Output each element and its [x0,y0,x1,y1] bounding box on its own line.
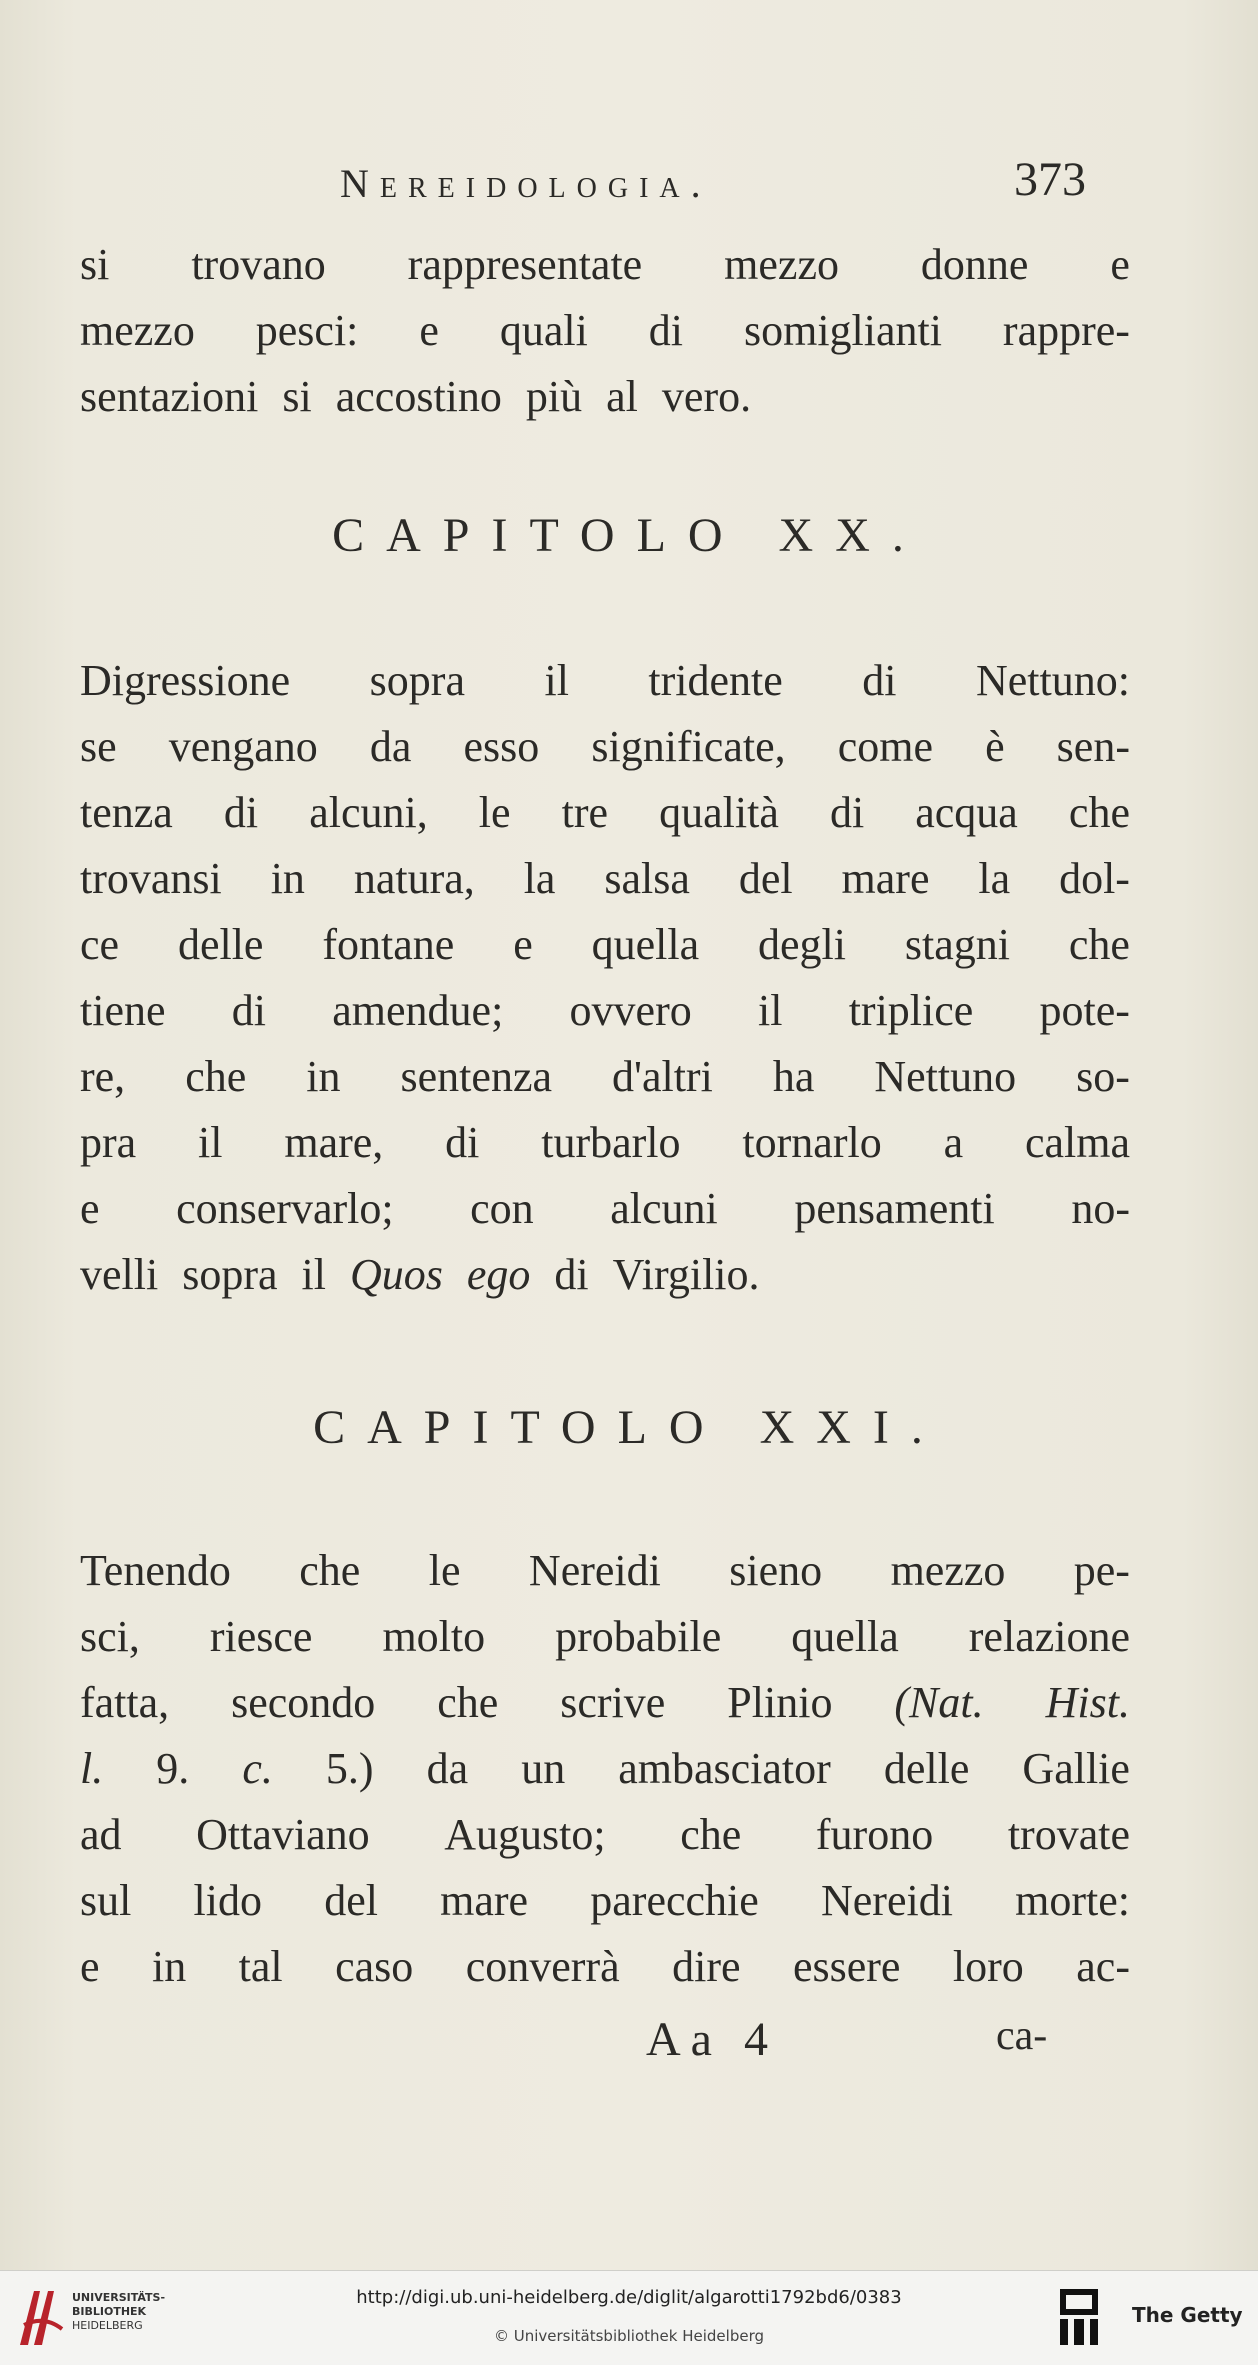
word: di [862,656,897,705]
text-line [80,648,1130,714]
word: dol- [1059,854,1130,903]
word: il [198,1118,223,1167]
text-line [80,714,1130,780]
word: Tenendo [80,1546,231,1595]
word: che [299,1546,361,1595]
word: 5.) [325,1744,374,1793]
word: pensamenti [794,1184,995,1233]
word: di [231,986,266,1035]
word: tridente [648,656,783,705]
partner-name: The Getty [1132,2303,1243,2327]
word: tal [238,1942,283,1991]
text-line [80,1604,1130,1670]
word: si [80,240,110,289]
word: rappresentate [407,240,643,289]
word: morte: [1015,1876,1130,1925]
text-line [80,1176,1130,1242]
word: e [80,1942,100,1991]
word: la [523,854,556,903]
word: sci, [80,1612,140,1661]
library-name-line: UNIVERSITÄTS- [72,2291,166,2304]
word: da [426,1744,469,1793]
text-line [80,364,1130,430]
text-line [80,1802,1130,1868]
word: più [525,372,583,421]
word: di [648,306,684,355]
text-line [80,1934,1130,2000]
word: del [324,1876,378,1925]
word: l. [80,1744,104,1793]
word: sul [80,1876,132,1925]
text-line [80,298,1130,364]
chapter-20-heading: CAPITOLO XX. [332,509,926,562]
word: no- [1071,1184,1130,1233]
word: e [1110,240,1130,289]
word: se [80,722,117,771]
word: mezzo [890,1546,1006,1595]
word: re, [80,1052,126,1101]
word: quali [499,306,588,355]
library-name-line: HEIDELBERG [72,2319,143,2332]
word: 9. [156,1744,190,1793]
text-line [80,1736,1130,1802]
word: trovate [1007,1810,1130,1859]
word: le [428,1546,461,1595]
word: pra [80,1118,137,1167]
word: sen- [1056,722,1130,771]
word: da [369,722,412,771]
word: mezzo [80,306,195,355]
word: mare, [284,1118,384,1167]
word: che [680,1810,742,1859]
word: Nettuno [874,1052,1017,1101]
word: di [554,1250,589,1299]
word: sieno [729,1546,823,1595]
word: Hist. [1045,1678,1130,1727]
word: caso [335,1942,414,1991]
word: tenza [80,788,173,837]
page-foot [0,2012,1258,2082]
word: ce [80,920,120,969]
word: le [478,788,511,837]
word: probabile [555,1612,722,1661]
word: vero. [661,372,752,421]
library-name-line: BIBLIOTHEK [72,2305,147,2318]
running-title: Nereidologia. [340,161,712,206]
digital-library-footer [0,2270,1258,2365]
word: velli [80,1250,159,1299]
word: e [419,306,439,355]
word: acqua [915,788,1018,837]
running-head [0,153,1258,220]
word: (Nat. [894,1678,984,1727]
word: triplice [848,986,974,1035]
word: Nereidi [528,1546,661,1595]
word: di [829,788,865,837]
text-line [80,1242,1130,1308]
word: il [301,1250,326,1299]
word: Augusto; [444,1810,606,1859]
word: è [985,722,1005,771]
word: pote- [1039,986,1130,1035]
word: come [837,722,933,771]
word: di [445,1118,480,1167]
word: ambasciator [618,1744,831,1793]
word: Quos [349,1250,443,1299]
word: ac- [1076,1942,1130,1991]
word: stagni [904,920,1010,969]
text-line [80,232,1130,298]
word: Ottaviano [196,1810,370,1859]
word: si [282,372,312,421]
copyright-notice: © Universitätsbibliothek Heidelberg [493,2327,764,2345]
word: che [185,1052,247,1101]
word: delle [883,1744,970,1793]
word: la [978,854,1011,903]
word: secondo [231,1678,376,1727]
word: che [437,1678,499,1727]
word: parecchie [590,1876,759,1925]
word: riesce [209,1612,313,1661]
word: rappre- [1002,306,1130,355]
text-line [80,1868,1130,1934]
word: in [151,1942,187,1991]
word: alcuni, [309,788,428,837]
word: un [521,1744,566,1793]
word: Nettuno: [976,656,1130,705]
word: lido [193,1876,262,1925]
word: trovano [191,240,326,289]
word: sopra [182,1250,278,1299]
catchword: ca- [996,2013,1048,2059]
word: natura, [353,854,475,903]
word: Nereidi [820,1876,953,1925]
word: quella [591,920,700,969]
chapter-21-text [80,1538,1130,2000]
word: ad [80,1810,122,1859]
word: dire [672,1942,741,1991]
word: c. [242,1744,273,1793]
signature-mark: Aa 4 [646,2013,778,2066]
chapter-21-heading: CAPITOLO XXI. [313,1401,945,1454]
word: esso [463,722,540,771]
text-line [80,1044,1130,1110]
word: conservarlo; [176,1184,394,1233]
word: fatta, [80,1678,170,1727]
text-line [80,846,1130,912]
word: salsa [604,854,690,903]
word: degli [758,920,846,969]
word: vengano [168,722,318,771]
text-line [80,1538,1130,1604]
word: essere [792,1942,901,1991]
text-line [80,780,1130,846]
word: pesci: [255,306,359,355]
text-line [80,1670,1130,1736]
word: so- [1076,1052,1130,1101]
word: sentenza [400,1052,552,1101]
getty-logo-icon [1058,2287,1100,2349]
word: il [757,986,783,1035]
word: significate, [591,722,786,771]
word: somiglianti [743,306,942,355]
intro-paragraph [80,232,1130,430]
chapter-20-summary [80,648,1130,1308]
word: tiene [80,986,166,1035]
word: accostino [335,372,502,421]
word: ha [772,1052,815,1101]
word: turbarlo [541,1118,681,1167]
word: con [470,1184,534,1233]
word: relazione [968,1612,1130,1661]
word: delle [177,920,264,969]
word: Digressione [80,656,291,705]
word: sentazioni [80,372,259,421]
word: in [270,854,305,903]
word: del [738,854,793,903]
word: mezzo [724,240,839,289]
word: quella [791,1612,899,1661]
word: mare [440,1876,529,1925]
word: Gallie [1022,1744,1130,1793]
word: ego [466,1250,531,1299]
word: tre [561,788,609,837]
text-line [80,1110,1130,1176]
word: mare [841,854,930,903]
word: che [1068,920,1130,969]
word: calma [1024,1118,1130,1167]
word: alcuni [610,1184,718,1233]
word: qualità [659,788,779,837]
page-number: 373 [1014,153,1086,206]
word: il [544,656,569,705]
word: al [606,372,638,421]
word: donne [920,240,1029,289]
word: scrive [560,1678,666,1727]
text-line [80,912,1130,978]
word: di [223,788,259,837]
word: amendue; [332,986,504,1035]
word: tornarlo [742,1118,882,1167]
text-line [80,978,1130,1044]
word: furono [815,1810,934,1859]
word: in [306,1052,341,1101]
word: fontane [322,920,455,969]
word: e [80,1184,100,1233]
word: trovansi [80,854,222,903]
word: che [1068,788,1130,837]
word: pe- [1073,1546,1130,1595]
word: loro [952,1942,1024,1991]
word: e [513,920,533,969]
permalink-url[interactable]: http://digi.ub.uni-heidelberg.de/diglit/algarotti1792bd6/0383 [356,2287,902,2308]
word: Plinio [727,1678,833,1727]
word: a [943,1118,964,1167]
word: converrà [465,1942,620,1991]
word: ovvero [569,986,692,1035]
word: sopra [369,656,465,705]
word: d'altri [612,1052,713,1101]
word: Virgilio. [612,1250,760,1299]
word: molto [382,1612,486,1661]
